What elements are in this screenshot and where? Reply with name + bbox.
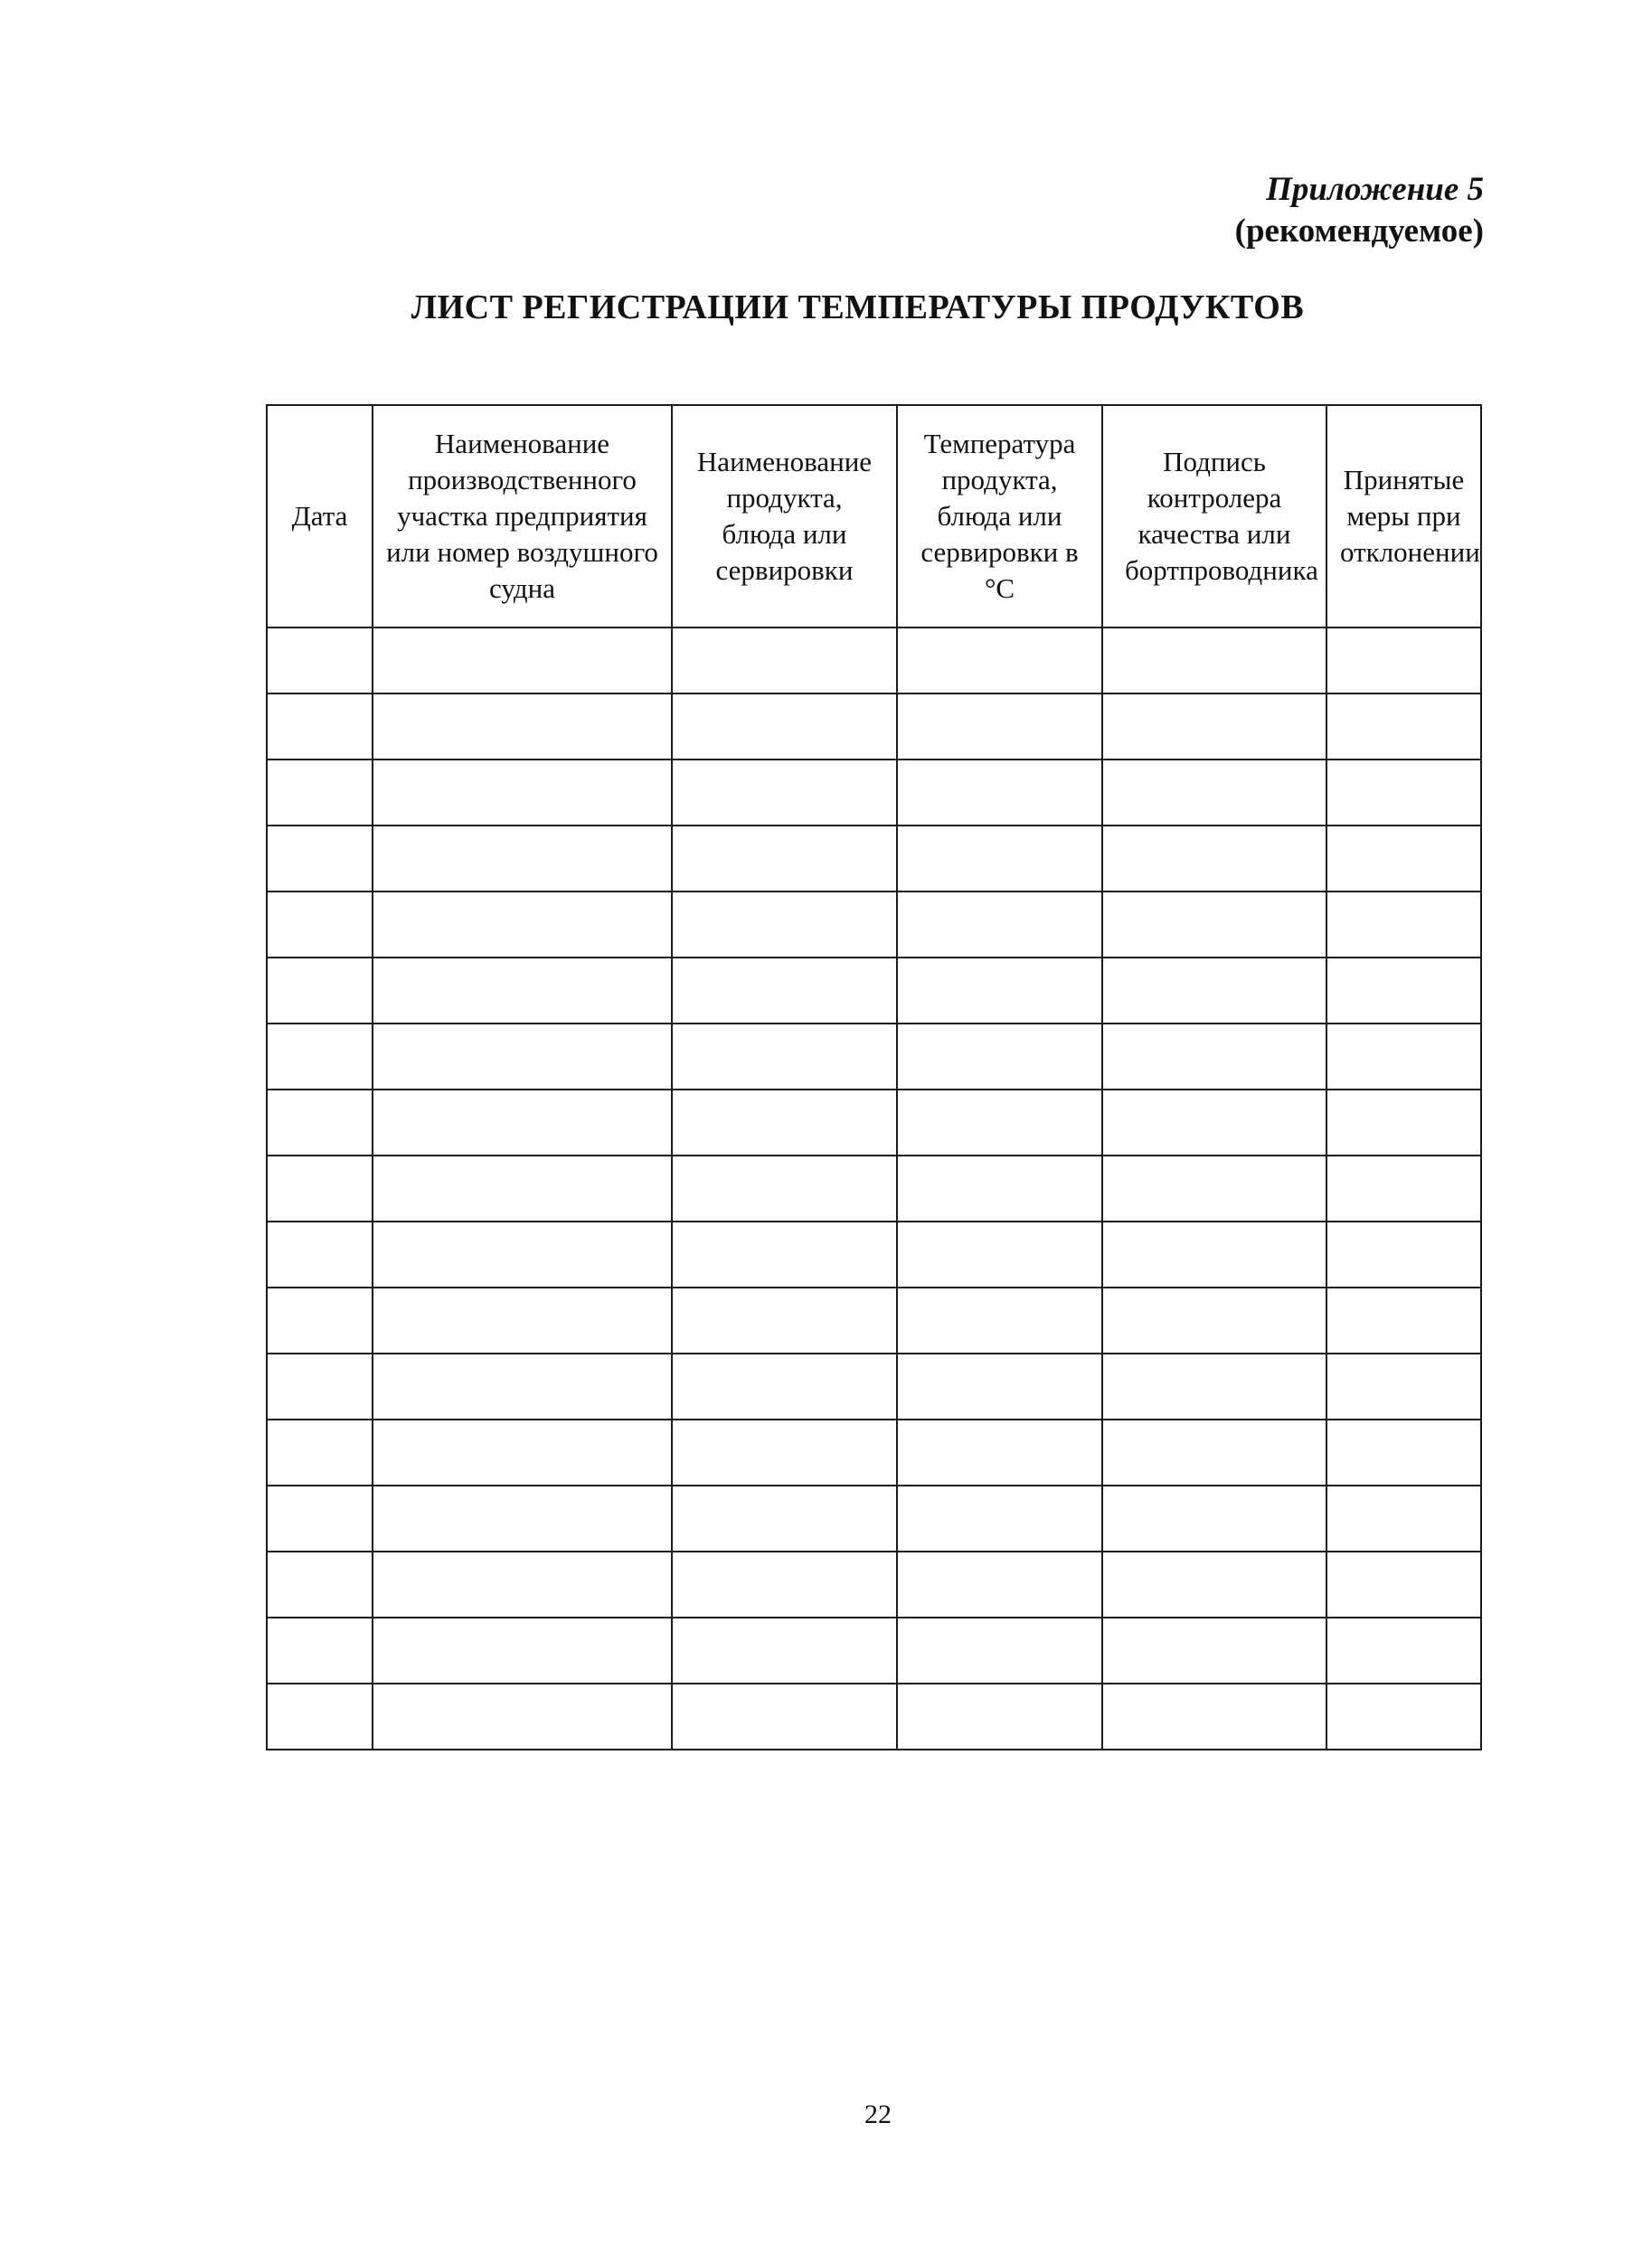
- table-cell[interactable]: [1102, 1288, 1326, 1354]
- table-cell[interactable]: [672, 693, 897, 760]
- table-cell[interactable]: [267, 1090, 373, 1156]
- table-cell[interactable]: [1102, 958, 1326, 1024]
- table-cell[interactable]: [897, 826, 1102, 892]
- table-cell[interactable]: [373, 1288, 672, 1354]
- table-cell[interactable]: [1102, 1684, 1326, 1750]
- table-cell[interactable]: [897, 1618, 1102, 1684]
- table-cell[interactable]: [1326, 1222, 1481, 1288]
- table-cell[interactable]: [672, 1552, 897, 1618]
- table-cell[interactable]: [672, 1024, 897, 1090]
- table-cell[interactable]: [672, 1288, 897, 1354]
- table-cell[interactable]: [1326, 892, 1481, 958]
- column-header-site: Наименование производственного участка предприятия или номер воздушного судна: [373, 405, 672, 627]
- table-cell[interactable]: [897, 760, 1102, 826]
- table-cell[interactable]: [897, 1090, 1102, 1156]
- table-row: [267, 693, 1481, 760]
- table-cell[interactable]: [672, 892, 897, 958]
- table-cell[interactable]: [1326, 760, 1481, 826]
- table-cell[interactable]: [373, 1222, 672, 1288]
- table-cell[interactable]: [267, 1684, 373, 1750]
- table-cell[interactable]: [267, 1552, 373, 1618]
- table-cell[interactable]: [897, 1024, 1102, 1090]
- temperature-log-table: [266, 404, 1482, 1750]
- table-row: [267, 1354, 1481, 1420]
- appendix-note: (рекомендуемое): [1234, 212, 1484, 250]
- table-cell[interactable]: [1326, 1552, 1481, 1618]
- table-cell[interactable]: [897, 1420, 1102, 1486]
- table-cell[interactable]: [672, 1222, 897, 1288]
- appendix-label: Приложение 5: [1266, 171, 1484, 208]
- table-cell[interactable]: [267, 693, 373, 760]
- table-cell[interactable]: [267, 1618, 373, 1684]
- table-cell[interactable]: [1326, 1090, 1481, 1156]
- table-cell[interactable]: [1102, 1486, 1326, 1552]
- column-header-signature: Подпись контролера качества или бортпроводника: [1102, 405, 1326, 627]
- table-cell[interactable]: [373, 693, 672, 760]
- table-cell[interactable]: [672, 1354, 897, 1420]
- table-cell[interactable]: [1326, 693, 1481, 760]
- table-cell[interactable]: [267, 892, 373, 958]
- column-header-temperature: Температура продукта, блюда или сервировки в °С: [897, 405, 1102, 627]
- table-cell[interactable]: [1326, 1024, 1481, 1090]
- table-cell[interactable]: [373, 1024, 672, 1090]
- table-row: [267, 1618, 1481, 1684]
- table-row: [267, 1222, 1481, 1288]
- table-cell[interactable]: [373, 1090, 672, 1156]
- table-row: [267, 1090, 1481, 1156]
- table-cell[interactable]: [1102, 1024, 1326, 1090]
- table-cell[interactable]: [267, 1024, 373, 1090]
- table-cell[interactable]: [373, 1552, 672, 1618]
- table-cell[interactable]: [373, 1420, 672, 1486]
- table-cell[interactable]: [267, 826, 373, 892]
- table-cell[interactable]: [373, 760, 672, 826]
- table-cell[interactable]: [1326, 1684, 1481, 1750]
- table-cell[interactable]: [897, 1288, 1102, 1354]
- table-cell[interactable]: [1102, 1420, 1326, 1486]
- column-header-product: Наименование продукта, блюда или сервировки: [672, 405, 897, 627]
- table-cell[interactable]: [897, 892, 1102, 958]
- table-cell[interactable]: [1102, 826, 1326, 892]
- table-cell[interactable]: [1326, 958, 1481, 1024]
- table-cell[interactable]: [373, 958, 672, 1024]
- table-row: [267, 1024, 1481, 1090]
- table-cell[interactable]: [672, 826, 897, 892]
- table-cell[interactable]: [1326, 627, 1481, 693]
- table-cell[interactable]: [672, 958, 897, 1024]
- table-cell[interactable]: [1326, 826, 1481, 892]
- table-cell[interactable]: [1102, 892, 1326, 958]
- table-cell[interactable]: [373, 627, 672, 693]
- table-cell[interactable]: [1326, 1486, 1481, 1552]
- table-row: [267, 627, 1481, 693]
- table-cell[interactable]: [897, 1156, 1102, 1222]
- table-cell[interactable]: [1102, 627, 1326, 693]
- table-row: [267, 826, 1481, 892]
- table-cell[interactable]: [1326, 1156, 1481, 1222]
- table-cell[interactable]: [1102, 1156, 1326, 1222]
- table-cell[interactable]: [1326, 1288, 1481, 1354]
- table-cell[interactable]: [672, 1684, 897, 1750]
- table-cell[interactable]: [267, 1156, 373, 1222]
- table-cell[interactable]: [897, 1552, 1102, 1618]
- table-cell[interactable]: [1102, 1552, 1326, 1618]
- table-cell[interactable]: [373, 1156, 672, 1222]
- page-number: 22: [864, 2099, 892, 2129]
- table-cell[interactable]: [1102, 1090, 1326, 1156]
- table-cell[interactable]: [1102, 693, 1326, 760]
- table-row: [267, 760, 1481, 826]
- table-cell[interactable]: [897, 627, 1102, 693]
- table-cell[interactable]: [1102, 1354, 1326, 1420]
- table-cell[interactable]: [1102, 1618, 1326, 1684]
- table-cell[interactable]: [672, 760, 897, 826]
- table-cell[interactable]: [267, 1288, 373, 1354]
- table-cell[interactable]: [1326, 1618, 1481, 1684]
- table-cell[interactable]: [267, 1354, 373, 1420]
- table-cell[interactable]: [1326, 1354, 1481, 1420]
- table-cell[interactable]: [672, 1420, 897, 1486]
- table-cell[interactable]: [897, 693, 1102, 760]
- table-row: [267, 1684, 1481, 1750]
- table-row: [267, 1552, 1481, 1618]
- table-cell[interactable]: [373, 826, 672, 892]
- table-cell[interactable]: [897, 958, 1102, 1024]
- column-header-measures: Принятые меры при отклонении: [1326, 405, 1481, 627]
- table-cell[interactable]: [897, 1354, 1102, 1420]
- column-header-date: Дата: [267, 405, 373, 627]
- table-cell[interactable]: [672, 627, 897, 693]
- table-body: [267, 627, 1481, 1750]
- table-cell[interactable]: [267, 958, 373, 1024]
- table-cell[interactable]: [373, 892, 672, 958]
- table-cell[interactable]: [373, 1618, 672, 1684]
- table-cell[interactable]: [897, 1486, 1102, 1552]
- table-cell[interactable]: [267, 1420, 373, 1486]
- table-cell[interactable]: [267, 1222, 373, 1288]
- table-row: [267, 1288, 1481, 1354]
- table-row: [267, 958, 1481, 1024]
- table-cell[interactable]: [672, 1090, 897, 1156]
- table-row: [267, 1156, 1481, 1222]
- table-cell[interactable]: [1102, 1222, 1326, 1288]
- table-cell[interactable]: [267, 1486, 373, 1552]
- table-cell[interactable]: [1102, 760, 1326, 826]
- table-row: [267, 1420, 1481, 1486]
- table-cell[interactable]: [672, 1618, 897, 1684]
- table-cell[interactable]: [672, 1486, 897, 1552]
- table-cell[interactable]: [897, 1222, 1102, 1288]
- table-header-row: [267, 405, 1481, 627]
- table-cell[interactable]: [1326, 1420, 1481, 1486]
- table-row: [267, 1486, 1481, 1552]
- table-cell[interactable]: [373, 1684, 672, 1750]
- table-cell[interactable]: [267, 627, 373, 693]
- document-title: ЛИСТ РЕГИСТРАЦИИ ТЕМПЕРАТУРЫ ПРОДУКТОВ: [411, 288, 1305, 326]
- table-cell[interactable]: [672, 1156, 897, 1222]
- table-cell[interactable]: [267, 760, 373, 826]
- table-cell[interactable]: [897, 1684, 1102, 1750]
- table-row: [267, 892, 1481, 958]
- table-cell[interactable]: [373, 1354, 672, 1420]
- table-cell[interactable]: [373, 1486, 672, 1552]
